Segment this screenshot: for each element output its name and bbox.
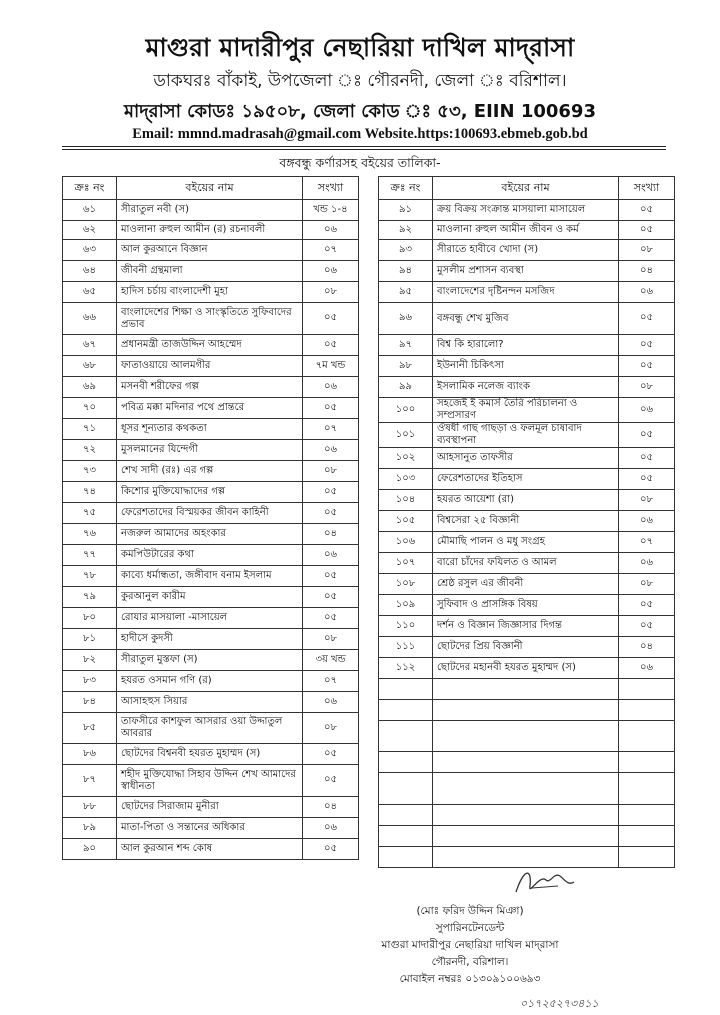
count-cell: ০৪ [619, 637, 675, 658]
book-name-cell: নজরুল আমাদের অহংকার [117, 524, 303, 545]
book-name-cell: মসনবী শরীফের গল্প [117, 377, 303, 398]
book-name-cell: জীবনী গ্রন্থমালা [117, 261, 303, 282]
serial-cell [379, 721, 433, 752]
count-cell: ০৫ [303, 566, 359, 587]
count-cell: ০৭ [619, 532, 675, 553]
count-cell: ০৫ [619, 200, 675, 221]
serial-cell: ৭৪ [63, 482, 117, 503]
header-divider-second [62, 149, 666, 150]
serial-cell: ৮৩ [63, 671, 117, 692]
count-cell: ০৬ [303, 440, 359, 461]
table-header-row [63, 177, 359, 200]
count-cell: ০৭ [303, 671, 359, 692]
table-row [379, 423, 675, 448]
count-cell: ০৬ [303, 377, 359, 398]
serial-cell: ৭৩ [63, 461, 117, 482]
book-name-cell: মুসলমানের যিন্দেগী [117, 440, 303, 461]
count-cell: ০৬ [303, 818, 359, 839]
book-name-cell: ছোটদের প্রিয় বিজ্ঞানী [433, 637, 619, 658]
book-name-cell: ক্রয় বিক্রয় সংক্রান্ত মাসয়ালা মাসায়েল [433, 200, 619, 221]
table-row [379, 261, 675, 282]
table-row [379, 826, 675, 847]
table-row [63, 261, 359, 282]
count-cell: ০৮ [303, 629, 359, 650]
signatory-name: (মোঃ ফরিদ উদ্দিন মিঞা) [416, 905, 524, 917]
serial-cell: ৯৪ [379, 261, 433, 282]
serial-cell: ৭৮ [63, 566, 117, 587]
institution-contact: Email: mmnd.madrasah@gmail.com Website.https:100693.ebmeb.gob.bd [132, 126, 588, 142]
count-cell: ০৬ [619, 658, 675, 679]
book-name-header: বইয়ের নাম [433, 177, 619, 200]
book-name-cell: ইসলামিক নলেজ ব্যাংক [433, 377, 619, 398]
count-cell: ০৫ [619, 423, 675, 448]
serial-cell: ৭০ [63, 398, 117, 419]
table-row [63, 461, 359, 482]
count-cell: ০৮ [619, 490, 675, 511]
table-row [379, 805, 675, 826]
book-name-cell: ছোটদের মহানবী হযরত মুহাম্মদ (স) [433, 658, 619, 679]
count-cell: ০৫ [303, 482, 359, 503]
serial-header: ক্রঃ নং [379, 177, 433, 200]
serial-cell: ১০১ [379, 423, 433, 448]
table-row [379, 511, 675, 532]
table-row [379, 637, 675, 658]
serial-cell: ১০৩ [379, 469, 433, 490]
serial-cell: ৬৫ [63, 282, 117, 303]
table-row [379, 356, 675, 377]
book-name-cell: শেখ সাদী (রঃ) এর গল্প [117, 461, 303, 482]
book-name-cell: ফেরেশতাদের ইতিহাস [433, 469, 619, 490]
book-name-cell: শহীদ মুক্তিযোদ্ধা সিহাব উদ্দিন শেখ আমাদের স্বাধীনতা [117, 765, 303, 797]
table-row [63, 335, 359, 356]
count-cell: ০৫ [619, 448, 675, 469]
serial-cell: ১০৮ [379, 574, 433, 595]
signature-scribble [510, 862, 580, 902]
book-name-cell: সীরাতুল নবী (স) [117, 200, 303, 221]
serial-cell [379, 679, 433, 700]
serial-cell: ১০৬ [379, 532, 433, 553]
serial-cell: ১০৪ [379, 490, 433, 511]
count-cell [619, 826, 675, 847]
book-name-cell: বিশ্ব কি হারালো? [433, 335, 619, 356]
table-row [63, 240, 359, 261]
table-row [63, 419, 359, 440]
table-row [63, 713, 359, 744]
book-name-cell: ঔষধী গাছ গাছড়া ও ফলমূল চাষাবাদ ব্যবস্থাপনা [433, 423, 619, 448]
count-cell: ০৫ [619, 221, 675, 240]
count-cell: ০৬ [619, 398, 675, 423]
serial-cell: ৬৩ [63, 240, 117, 261]
serial-cell: ৮৯ [63, 818, 117, 839]
table-row [379, 240, 675, 261]
book-name-cell: ছোটদের বিশ্বনবী হযরত মুহাম্মদ (স) [117, 744, 303, 765]
book-name-cell [433, 700, 619, 721]
count-cell: ০৮ [303, 282, 359, 303]
serial-cell: ৭১ [63, 419, 117, 440]
book-name-cell: মাতা-পিতা ও সন্তানের অধিকার [117, 818, 303, 839]
serial-cell: ৭৯ [63, 587, 117, 608]
serial-header: ক্রঃ নং [63, 177, 117, 200]
count-cell: ০৫ [619, 595, 675, 616]
book-name-cell [433, 805, 619, 826]
book-table-right [378, 176, 675, 868]
serial-cell: ৮৭ [63, 765, 117, 797]
count-cell [619, 773, 675, 805]
table-row [379, 377, 675, 398]
book-name-cell [433, 773, 619, 805]
serial-cell: ৯২ [379, 221, 433, 240]
count-cell: ০৬ [619, 553, 675, 574]
count-cell: ০৬ [303, 261, 359, 282]
signatory-mobile: মোবাইল নম্বরঃ ০১৩০৯১০০৬৯৩ [399, 973, 541, 985]
book-name-cell: আল কুরআন শব্দ কোষ [117, 839, 303, 860]
table-row [63, 587, 359, 608]
table-row [63, 765, 359, 797]
table-row [63, 282, 359, 303]
handwritten-phone-note: ০১৭২৫২৭৩৪১১ [520, 997, 599, 1010]
signatory-designation: সুপারিনটেনডেন্ট [435, 922, 505, 934]
book-name-cell: কাব্যে ধর্মান্ধতা, জঙ্গীবাদ বনাম ইসলাম [117, 566, 303, 587]
book-name-cell: ইউনানী চিকিৎসা [433, 356, 619, 377]
book-name-cell: প্রধানমন্ত্রী তাজউদ্দিন আহম্মেদ [117, 335, 303, 356]
table-row [63, 839, 359, 860]
book-name-cell: কুরআনুল কারীম [117, 587, 303, 608]
table-row [379, 752, 675, 773]
table-row [63, 221, 359, 240]
count-cell: ৭ম খন্ড [303, 356, 359, 377]
table-row [379, 721, 675, 752]
count-cell: ০৬ [303, 221, 359, 240]
serial-cell: ৭৭ [63, 545, 117, 566]
book-name-cell: হাদিস চর্চায় বাংলাদেশী মুহা [117, 282, 303, 303]
serial-cell: ৮৬ [63, 744, 117, 765]
book-name-cell: ছোটদের সিরাজাম মুনীরা [117, 797, 303, 818]
table-row [63, 482, 359, 503]
book-name-cell: হযরত ওসমান গণি (র) [117, 671, 303, 692]
book-name-cell: তাফসীরে কাশফুল আসরার ওয়া উদ্দাতুল আবরার [117, 713, 303, 744]
serial-cell: ৬২ [63, 221, 117, 240]
serial-cell [379, 826, 433, 847]
book-name-cell [433, 721, 619, 752]
table-row [63, 377, 359, 398]
serial-cell: ৯৫ [379, 282, 433, 303]
table-row [63, 650, 359, 671]
book-name-cell: সুফিবাদ ও প্রাসঙ্গিক বিষয় [433, 595, 619, 616]
count-cell: ০৭ [303, 240, 359, 261]
institution-address: ডাকঘরঃ বাঁকাই, উপজেলা ঃ গৌরনদী, জেলা ঃ বরিশাল। [153, 71, 567, 91]
table-row [63, 692, 359, 713]
book-name-cell: আসাহহুস সিয়ার [117, 692, 303, 713]
count-cell: ০৮ [619, 574, 675, 595]
count-cell: ০৬ [619, 282, 675, 303]
table-row [379, 490, 675, 511]
book-name-cell: মাওলানা রুহুল আমীন জীবন ও কর্ম [433, 221, 619, 240]
serial-cell: ৯৩ [379, 240, 433, 261]
table-row [63, 524, 359, 545]
count-cell: ০৫ [619, 335, 675, 356]
count-cell [619, 721, 675, 752]
book-name-cell: সীরাতে হাবীবে খোদা (স) [433, 240, 619, 261]
table-row [379, 303, 675, 335]
serial-cell: ৬৯ [63, 377, 117, 398]
header-divider [62, 146, 666, 147]
book-name-cell: হযরত আয়েশা (রা) [433, 490, 619, 511]
count-cell: ০৬ [303, 545, 359, 566]
table-row [379, 616, 675, 637]
serial-cell: ৯০ [63, 839, 117, 860]
book-name-cell: রোযার মাসয়ালা -মাসায়েল [117, 608, 303, 629]
book-name-cell: ফাতাওয়ায়ে আলমগীর [117, 356, 303, 377]
serial-cell [379, 773, 433, 805]
book-name-cell: বাংলাদেশের শিক্ষা ও সাংস্কৃতিতে সুফিবাদের প্রভাব [117, 303, 303, 335]
book-table-left [62, 176, 359, 860]
table-row [63, 503, 359, 524]
book-name-cell: আল কুরআনে বিজ্ঞান [117, 240, 303, 261]
serial-cell: ৬৭ [63, 335, 117, 356]
table-row [379, 532, 675, 553]
table-row [63, 671, 359, 692]
serial-cell: ৭২ [63, 440, 117, 461]
book-name-cell: মাওলানা রুহুল আমীন (র) রচনাবলী [117, 221, 303, 240]
book-name-header: বইয়ের নাম [117, 177, 303, 200]
count-cell: ০৫ [619, 356, 675, 377]
count-cell: ০৪ [619, 261, 675, 282]
book-name-cell: বারো চাঁদের ফযিলত ও আমল [433, 553, 619, 574]
book-name-cell: দর্শন ও বিজ্ঞান জিজ্ঞাসার দিগন্ত [433, 616, 619, 637]
book-name-cell [433, 752, 619, 773]
serial-cell: ৬৮ [63, 356, 117, 377]
count-cell: ০৬ [619, 511, 675, 532]
book-name-cell: মুসলীম প্রশাসন ব্যবস্থা [433, 261, 619, 282]
serial-cell: ১০০ [379, 398, 433, 423]
count-cell: ০৮ [303, 461, 359, 482]
count-cell [619, 752, 675, 773]
count-cell: ০৪ [303, 797, 359, 818]
serial-cell: ১১২ [379, 658, 433, 679]
count-cell: ০৫ [619, 616, 675, 637]
book-name-cell: হাদীসে কুদসী [117, 629, 303, 650]
serial-cell: ১০৯ [379, 595, 433, 616]
signatory-institution: মাগুরা মাদারীপুর নেছারিয়া দাখিল মাদ্‌রাসা [381, 939, 559, 951]
table-row [379, 679, 675, 700]
serial-cell: ৬৪ [63, 261, 117, 282]
serial-cell [379, 700, 433, 721]
count-cell [619, 805, 675, 826]
serial-cell [379, 752, 433, 773]
serial-cell: ৮০ [63, 608, 117, 629]
count-cell [619, 847, 675, 868]
book-name-cell: সহজেই ই কমার্স তৈরি পরিচালনা ও সম্প্রসারণ [433, 398, 619, 423]
serial-cell: ৯৭ [379, 335, 433, 356]
table-row [379, 282, 675, 303]
serial-cell: ১০২ [379, 448, 433, 469]
serial-cell: ১০৫ [379, 511, 433, 532]
book-name-cell: কিশোর মুক্তিযোদ্ধাদের গল্প [117, 482, 303, 503]
count-cell: ০৫ [619, 303, 675, 335]
institution-title: মাগুরা মাদারীপুর নেছারিয়া দাখিল মাদ্‌রাসা [145, 33, 575, 62]
count-cell: ০৫ [303, 503, 359, 524]
book-name-cell: আহসানুত তাফসীর [433, 448, 619, 469]
table-row [379, 221, 675, 240]
table-row [379, 398, 675, 423]
serial-cell: ৮১ [63, 629, 117, 650]
table-row [379, 773, 675, 805]
table-row [63, 440, 359, 461]
table-row [379, 574, 675, 595]
book-name-cell: বঙ্গবন্ধু শেখ মুজিব [433, 303, 619, 335]
count-cell: ০৮ [303, 713, 359, 744]
book-name-cell: ধূসর শূন্যতার কথকতা [117, 419, 303, 440]
count-cell: ০৮ [619, 377, 675, 398]
book-name-cell [433, 679, 619, 700]
signatory-location: গৌরনদী, বরিশাল। [431, 956, 509, 968]
table-row [63, 566, 359, 587]
serial-cell: ৯৬ [379, 303, 433, 335]
count-cell: ০৫ [303, 303, 359, 335]
count-cell: ০৬ [303, 692, 359, 713]
table-row [63, 744, 359, 765]
table-row [379, 335, 675, 356]
count-cell: ৩য় খন্ড [303, 650, 359, 671]
count-cell: ০৫ [303, 587, 359, 608]
serial-cell: ১১০ [379, 616, 433, 637]
table-row [379, 469, 675, 490]
table-row [379, 553, 675, 574]
book-name-cell: পবিত্র মক্কা মদিনার পথে প্রান্তরে [117, 398, 303, 419]
institution-codes: মাদ্‌রাসা কোডঃ ১৯৫০৮, জেলা কোড ঃ ৫৩, EIIN 100693 [124, 101, 596, 122]
count-cell: ০৫ [303, 608, 359, 629]
count-header: সংখ্যা [619, 177, 675, 200]
count-cell: ০৫ [303, 335, 359, 356]
table-header-row [379, 177, 675, 200]
book-name-cell: শ্রেষ্ঠ রসুল এর জীবনী [433, 574, 619, 595]
serial-cell: ৯৯ [379, 377, 433, 398]
count-cell: ০৮ [619, 240, 675, 261]
count-cell: ০৫ [303, 839, 359, 860]
book-name-cell: কমপিউটারের কথা [117, 545, 303, 566]
book-name-cell [433, 826, 619, 847]
serial-cell: ৯১ [379, 200, 433, 221]
serial-cell [379, 847, 433, 868]
serial-cell: ৮৫ [63, 713, 117, 744]
table-row [379, 658, 675, 679]
count-cell: ০৫ [303, 765, 359, 797]
serial-cell: ১১১ [379, 637, 433, 658]
table-row [63, 818, 359, 839]
count-cell: ০৭ [303, 419, 359, 440]
serial-cell: ৭৫ [63, 503, 117, 524]
table-row [63, 356, 359, 377]
table-row [63, 797, 359, 818]
table-row [379, 200, 675, 221]
count-cell: ০৪ [303, 524, 359, 545]
count-cell: খন্ড ১-৪ [303, 200, 359, 221]
book-name-cell: বিশ্বসেরা ২৫ বিজ্ঞানী [433, 511, 619, 532]
count-cell [619, 679, 675, 700]
table-row [379, 595, 675, 616]
serial-cell: ৮৪ [63, 692, 117, 713]
table-row [63, 303, 359, 335]
count-cell: ০৫ [303, 744, 359, 765]
table-row [63, 398, 359, 419]
table-row [379, 700, 675, 721]
book-name-cell: মৌমাছি পালন ও মধু সংগ্রহ [433, 532, 619, 553]
serial-cell: ৮২ [63, 650, 117, 671]
serial-cell: ৯৮ [379, 356, 433, 377]
serial-cell: ১০৭ [379, 553, 433, 574]
table-row [379, 448, 675, 469]
book-name-cell: সীরাতুল মুস্তফা (স) [117, 650, 303, 671]
serial-cell: ৬১ [63, 200, 117, 221]
list-subtitle: বঙ্গবন্ধু কর্ণারসহ বইয়ের তালিকা- [279, 155, 441, 170]
book-name-cell: ফেরেশতাদের বিস্ময়কর জীবন কাহিনী [117, 503, 303, 524]
table-row [63, 629, 359, 650]
table-row [63, 545, 359, 566]
table-row [63, 608, 359, 629]
count-cell: ০৫ [619, 469, 675, 490]
serial-cell [379, 805, 433, 826]
count-cell [619, 700, 675, 721]
book-name-cell: বাংলাদেশের দৃষ্টিনন্দন মসজিদ [433, 282, 619, 303]
serial-cell: ৭৬ [63, 524, 117, 545]
table-row [63, 200, 359, 221]
serial-cell: ৮৮ [63, 797, 117, 818]
serial-cell: ৬৬ [63, 303, 117, 335]
count-cell: ০৫ [303, 398, 359, 419]
count-header: সংখ্যা [303, 177, 359, 200]
